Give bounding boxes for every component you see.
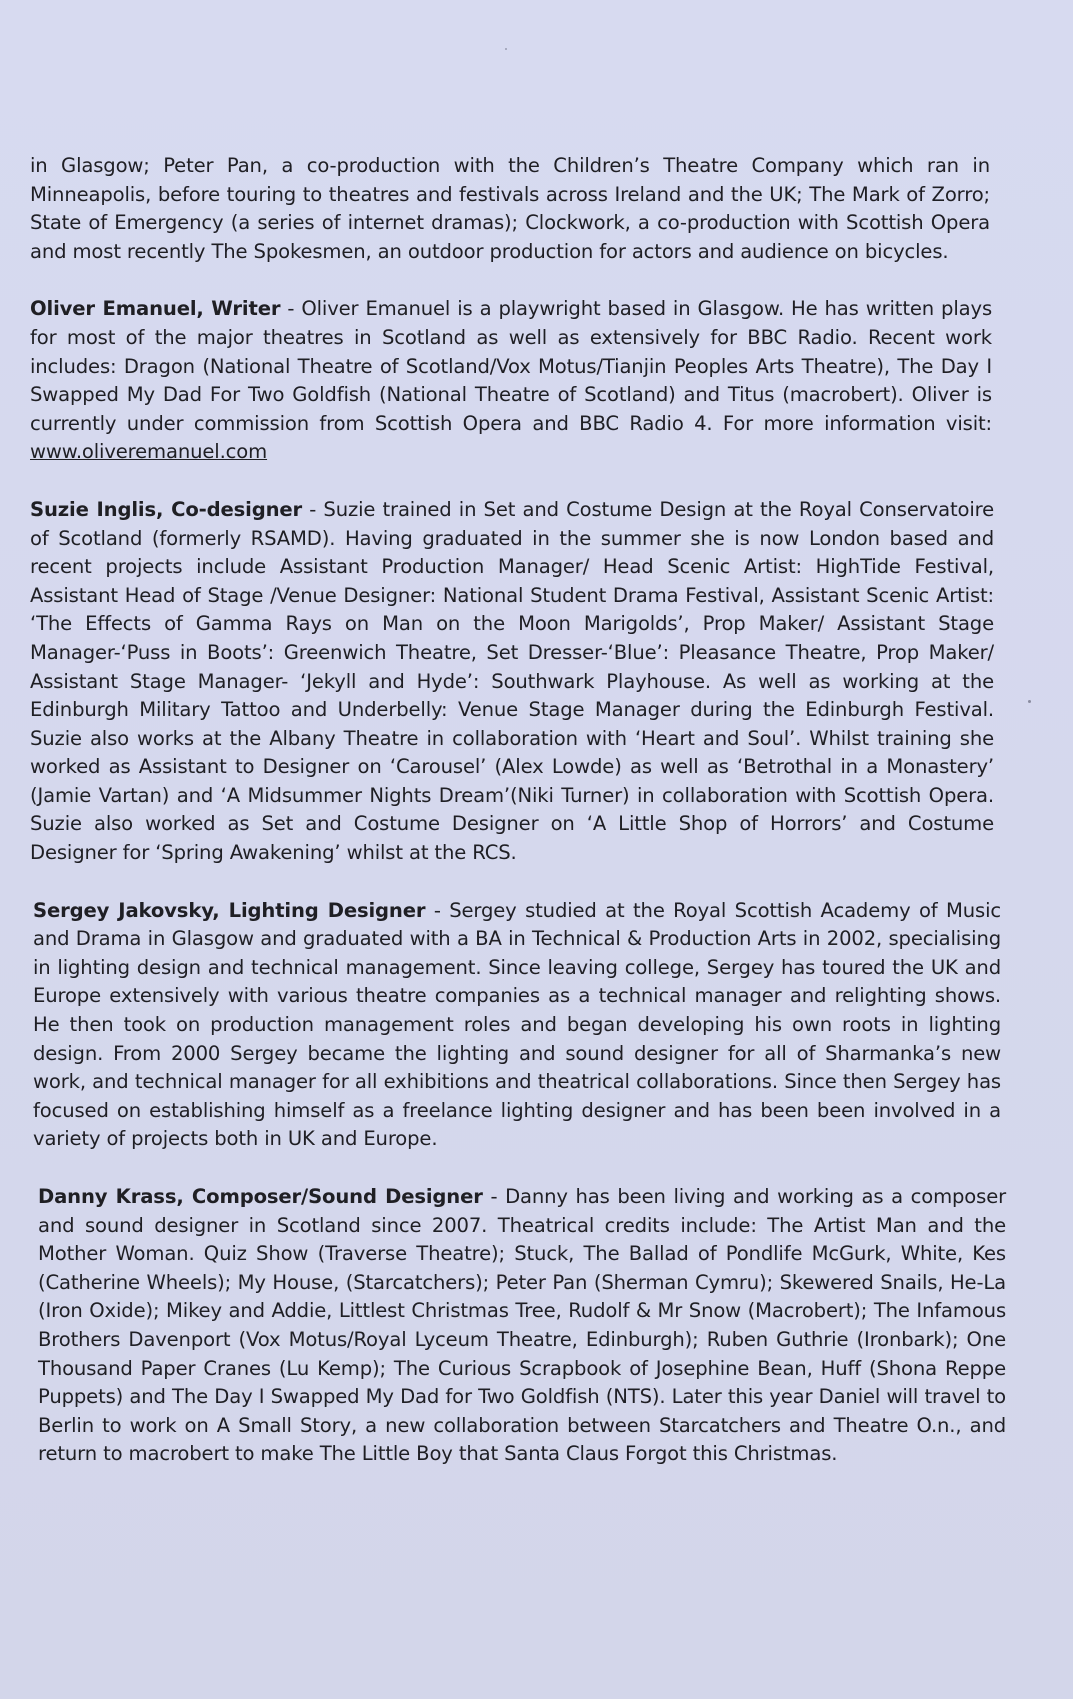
paragraph-text: Sergey studied at the Royal Scottish Academy of Music and Drama in Glasgow and graduated with a BA in Technical & Production Arts in 2002, specialising in lighting design and technical management. Since leaving college, Sergey has toured the UK and Europe extensively with various theatre companies as a technical manager and relighting shows. He then took on production management roles and began developing his own roots in lighting design. From 2000 Sergey became the lighting and sound designer for all of Sharmanka’s new work, and technical manager for all exhibitions and theatrical collaborations. Since then Sergey has focused on establishing himself as a freelance lighting designer and has been been involved in a variety of projects both in UK and Europe. [33,898,1002,1151]
biography-list [30,152,1007,1498]
biography-sergey-jakovsky [33,897,1001,1154]
biography-name: Suzie Inglis, Co-designer [30,497,303,521]
paragraph-text: Danny has been living and working as a composer and sound designer in Scotland since 2007. Theatrical credits include: The Artist Man and the Mother Woman. Quiz Show (Traverse Theatre); Stuck, The Ballad of Pondlife McGurk, White, Kes (Catherine Wheels); My House, (Starcatchers); Peter Pan (Sherman Cymru); Skewered Snails, He-La (Iron Oxide); Mikey and Addie, Littlest Christmas Tree, Rudolf & Mr Snow (Macrobert); The Infamous Brothers Davenport (Vox Motus/Royal Lyceum Theatre, Edinburgh); Ruben Guthrie (Ironbark); One Thousand Paper Cranes (Lu Kemp); The Curious Scrapbook of Josephine Bean, Huff (Shona Reppe Puppets) and The Day I Swapped My Dad for Two Goldfish (NTS). Later this year Daniel will travel to Berlin to work on A Small Story, a new collaboration between Starcatchers and Theatre O.n., and return to macrobert to make The Little Boy that Santa Claus Forgot this Christmas. [38,1185,1007,1466]
biography-oliver-emanuel [30,295,992,467]
biography-name: Danny Krass, Composer/Sound Designer [38,1185,483,1208]
paper-speck [505,48,507,50]
biography-continuation [30,152,990,266]
biography-suzie-inglis [30,496,994,868]
paragraph-text: in Glasgow; Peter Pan, a co-production with the Children’s Theatre Company which ran in Minneapolis, before touring to theatres and festivals across Ireland and the UK; The Mark of Zorro; State of Emergency (a series of internet dramas); Clockwork, a co-production with Scottish Opera and most recently The Spokesmen, an outdoor production for actors and audience on bicycles. [30,154,990,263]
biography-name: Oliver Emanuel, Writer [30,297,281,321]
biography-danny-krass [38,1183,1006,1469]
name-separator: - [425,898,450,922]
biography-name: Sergey Jakovsky, Lighting Designer [33,898,426,922]
name-separator: - [482,1185,506,1208]
website-link[interactable]: www.oliveremanuel.com [30,440,268,464]
paragraph-text: Oliver Emanuel is a playwright based in Glasgow. He has written plays for most of the major theatres in Scotland as well as extensively for BBC Radio. Recent work includes: Dragon (National Theatre of Scotland/Vox Motus/Tianjin Peoples Arts Theatre), The Day I Swapped My Dad For Two Goldfish (National Theatre of Scotland) and Titus (macrobert). Oliver is currently under commission from Scottish Opera and BBC Radio 4. For more information visit: [30,297,993,435]
paragraph-text: Suzie trained in Set and Costume Design at the Royal Conservatoire of Scotland (formerly RSAMD). Having graduated in the summer she is now London based and recent projects include Assistant Production Manager/ Head Scenic Artist: HighTide Festival, Assistant Head of Stage /Venue Designer: National Student Drama Festival, Assistant Scenic Artist: ‘The Effects of Gamma Rays on Man on the Moon Marigolds’, Prop Maker/ Assistant Stage Manager-‘Puss in Boots’: Greenwich Theatre, Set Dresser-‘Blue’: Pleasance Theatre, Prop Maker/ Assistant Stage Manager- ‘Jekyll and Hyde’: Southwark Playhouse. As well as working at the Edinburgh Military Tattoo and Underbelly: Venue Stage Manager during the Edinburgh Festival. Suzie also works at the Albany Theatre in collaboration with ‘Heart and Soul’. Whilst training she worked as Assistant to Designer on ‘Carousel’ (Alex Lowde) as well as ‘Betrothal in a Monastery’ (Jamie Vartan) and ‘A Midsummer Nights Dream’(Niki Turner) in collaboration with Scottish Opera. Suzie also worked as Set and Costume Designer on ‘A Little Shop of Horrors’ and Costume Designer for ‘Spring Awakening’ whilst at the RCS. [30,497,994,865]
paper-speck [1028,700,1031,703]
name-separator: - [302,497,324,521]
name-separator: - [280,297,302,321]
